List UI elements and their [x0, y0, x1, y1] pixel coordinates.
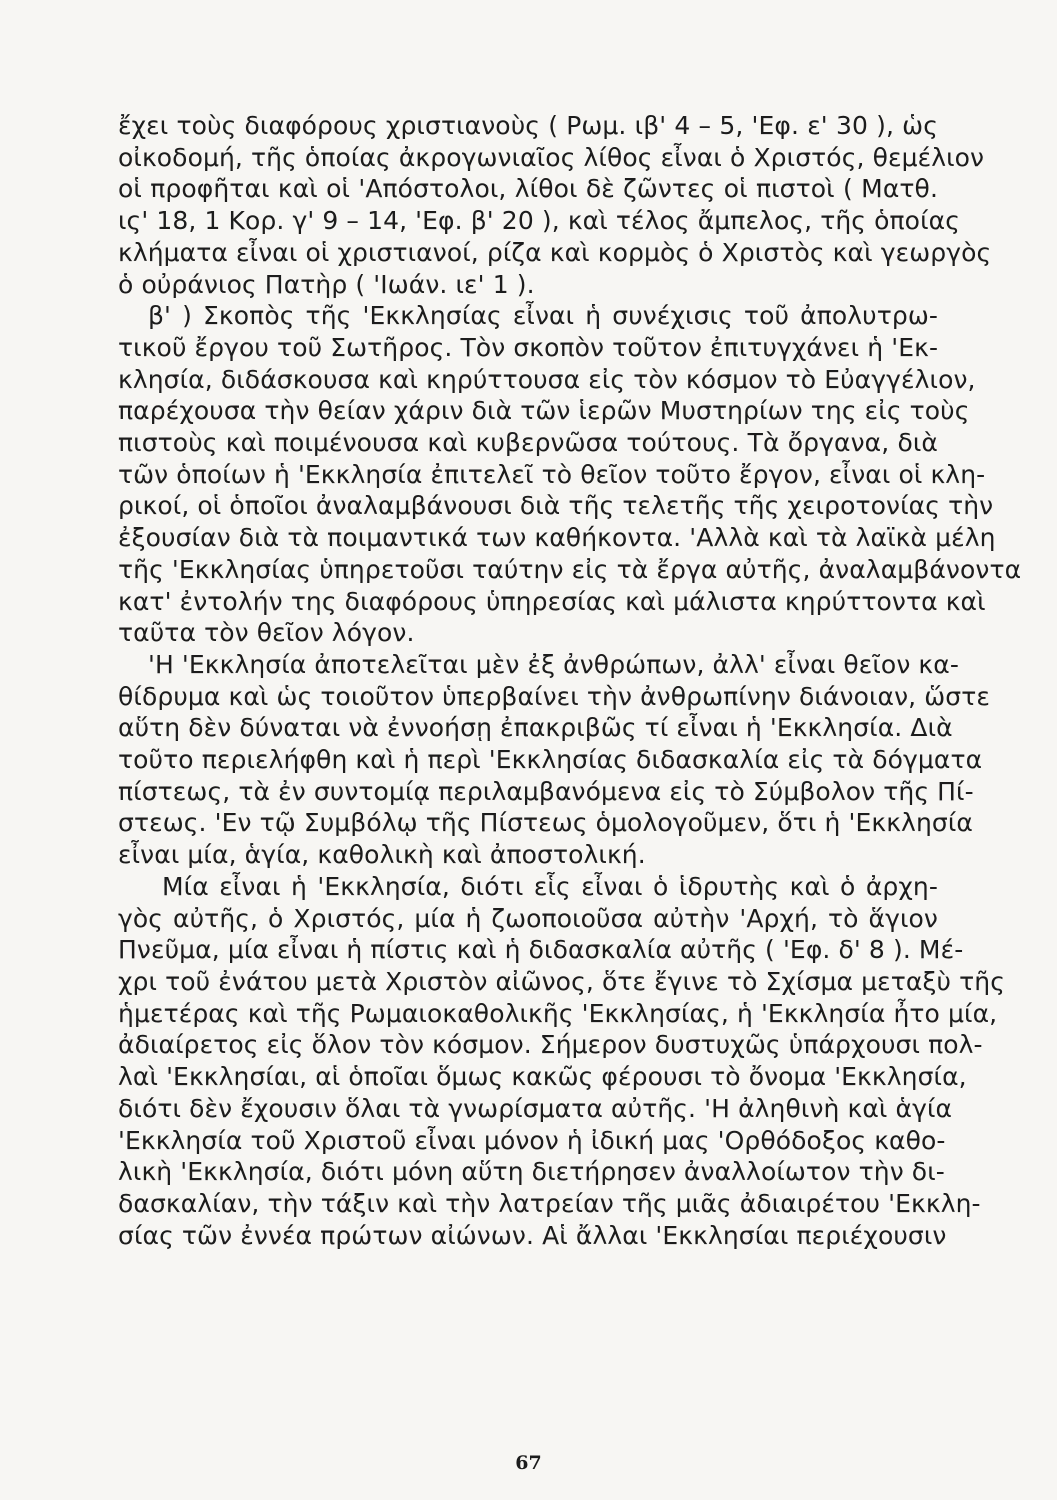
text-line: γὸς αὐτῆς, ὁ Χριστός, μία ἡ ζωοποιοῦσα αὐτὴν 'Αρχή, τὸ ἅγιον: [118, 903, 938, 933]
text-line: 'Η 'Εκκλησία ἀποτελεῖται μὲν ἐξ ἀνθρώπων, ἀλλ' εἶναι θεῖον κα-: [148, 649, 959, 679]
text-line: αὕτη δὲν δύναται νὰ ἐννοήσῃ ἐπακριβῶς τί εἶναι ἡ 'Εκκλησία. Διὰ: [118, 713, 953, 743]
text-line: ρικοί, οἱ ὁποῖοι ἀναλαμβάνουσι διὰ τῆς τελετῆς τῆς χειροτονίας τὴν: [118, 491, 994, 521]
text-line: ἐξουσίαν διὰ τὰ ποιμαντικά των καθήκοντα. 'Αλλὰ καὶ τὰ λαϊκὰ μέλη: [118, 523, 996, 553]
text-line: δασκαλίαν, τὴν τάξιν καὶ τὴν λατρείαν τῆς μιᾶς ἀδιαιρέτου 'Εκκλη-: [118, 1188, 981, 1218]
text-line: ἡμετέρας καὶ τῆς Ρωμαιοκαθολικῆς 'Εκκλησίας, ἡ 'Εκκλησία ἦτο μία,: [118, 998, 998, 1028]
text-line: στεως. 'Εν τῷ Συμβόλῳ τῆς Πίστεως ὁμολογοῦμεν, ὅτι ἡ 'Εκκλησία: [118, 808, 973, 838]
text-line: τικοῦ ἔργου τοῦ Σωτῆρος. Τὸν σκοπὸν τοῦτον ἐπιτυγχάνει ἡ 'Εκ-: [118, 332, 939, 362]
text-line: πιστοὺς καὶ ποιμένουσα καὶ κυβερνῶσα τούτους. Τὰ ὄργανα, διὰ: [118, 428, 938, 458]
text-line: τῶν ὁποίων ἡ 'Εκκλησία ἐπιτελεῖ τὸ θεῖον τοῦτο ἔργον, εἶναι οἱ κλη-: [118, 459, 986, 489]
text-line: κλησία, διδάσκουσα καὶ κηρύττουσα εἰς τὸν κόσμον τὸ Εὐαγγέλιον,: [118, 364, 976, 394]
text-line: ις' 18, 1 Κορ. γ' 9 – 14, 'Εφ. β' 20 ), καὶ τέλος ἄμπελος, τῆς ὁποίας: [118, 206, 960, 236]
text-line: κλήματα εἶναι οἱ χριστιανοί, ρίζα καὶ κορμὸς ὁ Χριστὸς καὶ γεωργὸς: [118, 237, 992, 267]
text-line: ἔχει τοὺς διαφόρους χριστιανοὺς ( Ρωμ. ιβ' 4 – 5, 'Εφ. ε' 30 ), ὡς: [118, 111, 938, 140]
text-line: σίας τῶν ἐννέα πρώτων αἰώνων. Αἱ ἄλλαι 'Εκκλησίαι περιέχουσιν: [118, 1220, 947, 1250]
text-line: τοῦτο περιελήφθη καὶ ἡ περὶ 'Εκκλησίας διδασκαλία εἰς τὰ δόγματα: [118, 745, 983, 775]
text-line: λικὴ 'Εκκλησία, διότι μόνη αὕτη διετήρησεν ἀναλλοίωτον τὴν δι-: [118, 1157, 945, 1187]
text-line: παρέχουσα τὴν θείαν χάριν διὰ τῶν ἱερῶν Μυστηρίων της εἰς τοὺς: [118, 396, 970, 426]
text-line: οἰκοδομή, τῆς ὁποίας ἀκρογωνιαῖος λίθος εἶναι ὁ Χριστός, θεμέλιον: [118, 142, 985, 172]
text-line: ἀδιαίρετος εἰς ὅλον τὸν κόσμον. Σήμερον δυστυχῶς ὑπάρχουσι πολ-: [118, 1030, 983, 1060]
text-line: λαὶ 'Εκκλησίαι, αἱ ὁποῖαι ὅμως κακῶς φέρουσι τὸ ὄνομα 'Εκκλησία,: [118, 1062, 967, 1092]
text-line: κατ' ἐντολήν της διαφόρους ὑπηρεσίας καὶ μάλιστα κηρύττοντα καὶ: [118, 586, 986, 616]
text-line: διότι δὲν ἔχουσιν ὅλαι τὰ γνωρίσματα αὐτῆς. 'Η ἀληθινὴ καὶ ἁγία: [118, 1093, 953, 1123]
text-line: χρι τοῦ ἐνάτου μετὰ Χριστὸν αἰῶνος, ὅτε ἔγινε τὸ Σχίσμα μεταξὺ τῆς: [118, 966, 1005, 996]
page-number: 67: [515, 1452, 542, 1474]
text-line: ταῦτα τὸν θεῖον λόγον.: [118, 618, 415, 648]
text-line: εἶναι μία, ἁγία, καθολικὴ καὶ ἀποστολική.: [118, 840, 646, 870]
text-line: β' ) Σκοπὸς τῆς 'Εκκλησίας εἶναι ἡ συνέχισις τοῦ ἀπολυτρω-: [148, 301, 938, 331]
text-line: οἱ προφῆται καὶ οἱ 'Απόστολοι, λίθοι δὲ ζῶντες οἱ πιστοὶ ( Ματθ.: [118, 174, 938, 204]
text-line: 'Εκκλησία τοῦ Χριστοῦ εἶναι μόνον ἡ ἰδική μας 'Ορθόδοξος καθο-: [118, 1125, 946, 1155]
text-line: ὁ οὐράνιος Πατὴρ ( 'Ιωάν. ιε' 1 ).: [118, 269, 535, 299]
text-line: τῆς 'Εκκλησίας ὑπηρετοῦσι ταύτην εἰς τὰ ἔργα αὐτῆς, ἀναλαμβάνοντα: [118, 554, 1022, 584]
text-line: Πνεῦμα, μία εἶναι ἡ πίστις καὶ ἡ διδασκαλία αὐτῆς ( 'Εφ. δ' 8 ). Μέ-: [118, 935, 964, 965]
text-line: θίδρυμα καὶ ὡς τοιοῦτον ὑπερβαίνει τὴν ἀνθρωπίνην διάνοιαν, ὥστε: [118, 681, 991, 711]
body-text: [118, 110, 1022, 1251]
text-line: πίστεως, τὰ ἐν συντομίᾳ περιλαμβανόμενα εἰς τὸ Σύμβολον τῆς Πί-: [118, 776, 974, 806]
text-line: Μία εἶναι ἡ 'Εκκλησία, διότι εἷς εἶναι ὁ ἱδρυτὴς καὶ ὁ ἀρχη-: [162, 871, 938, 901]
